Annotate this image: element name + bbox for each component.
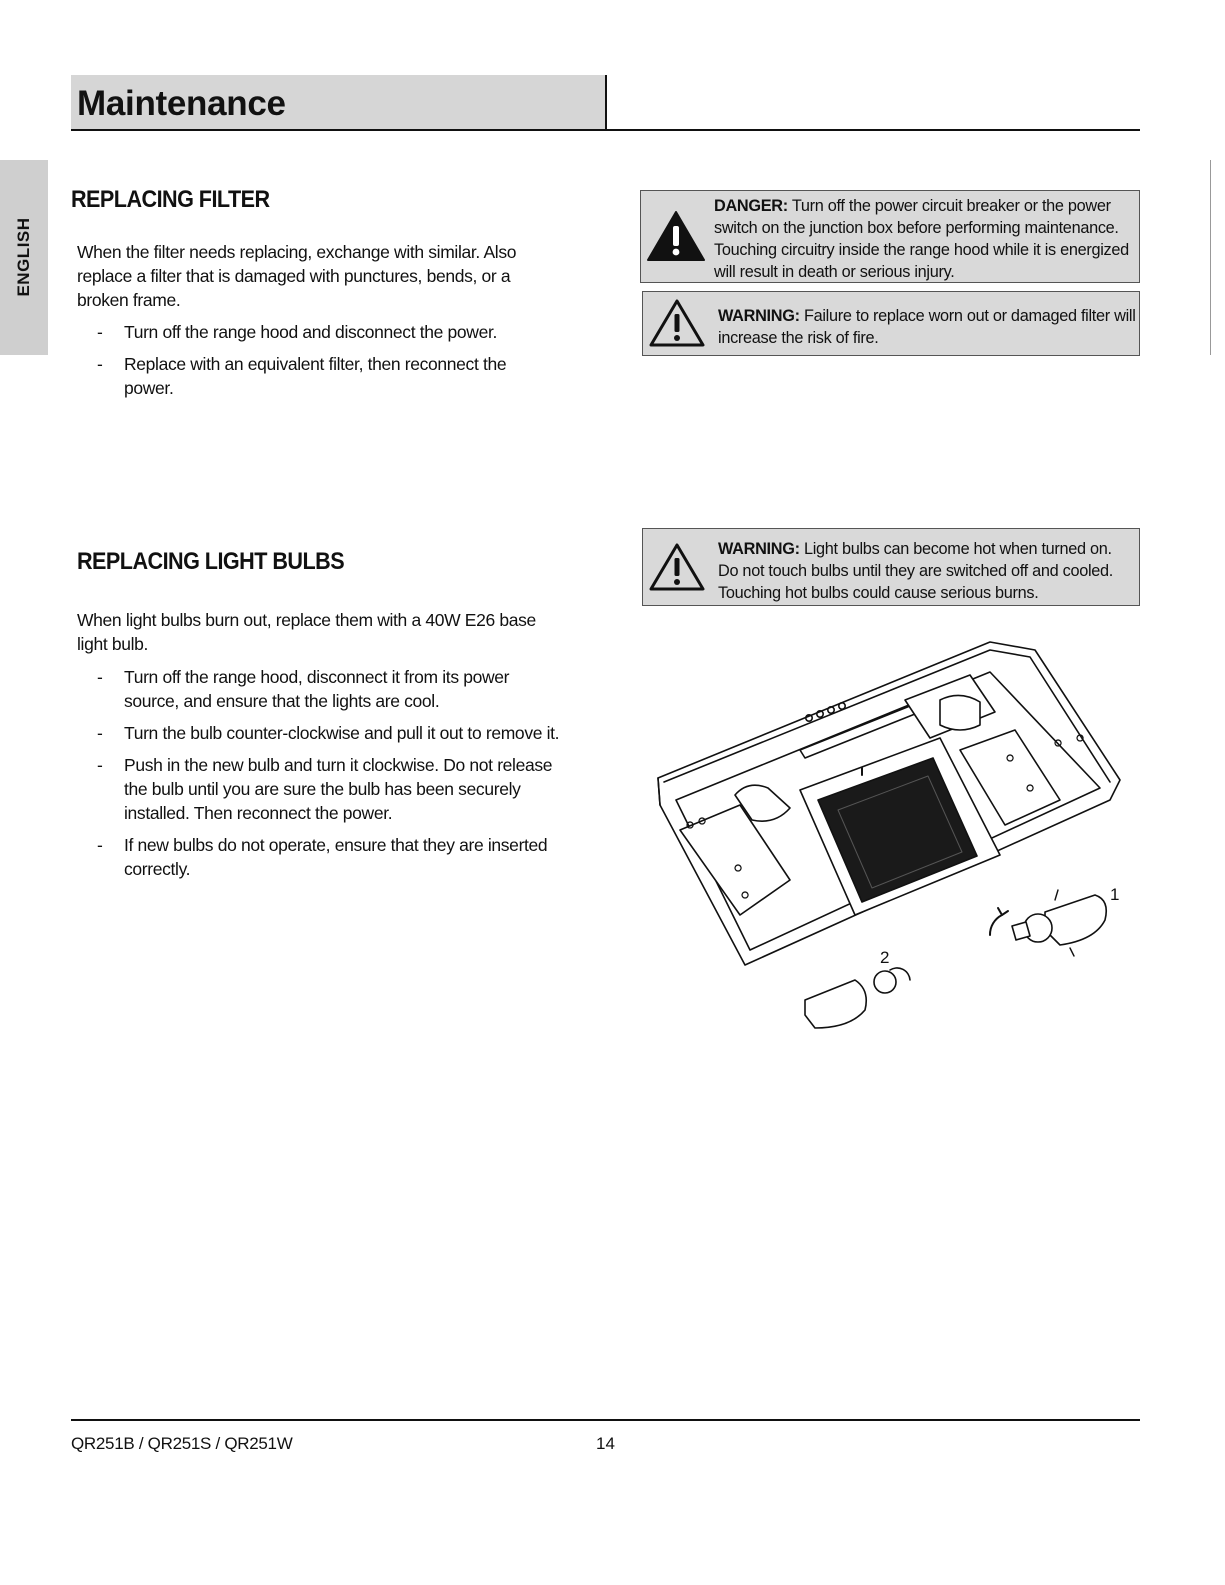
page-number: 14 [596, 1434, 615, 1453]
warning-triangle-outline-icon [649, 298, 705, 348]
warning-triangle-filled-icon [646, 210, 706, 262]
diagram-callout-2: 2 [880, 948, 890, 967]
filter-heading: REPLACING FILTER [71, 186, 270, 213]
list-item [77, 833, 567, 881]
bullet-dash: - [97, 322, 103, 342]
step-text: Turn the bulb counter-clockwise and pull it out to remove it. [124, 723, 560, 743]
bullet-dash: - [97, 667, 103, 687]
danger-text [714, 195, 1136, 283]
list-item [77, 721, 567, 745]
bulb-intro [77, 608, 567, 656]
filter-intro-line: replace a filter that is damaged with punctures, bends, or a [77, 266, 511, 286]
bullet-dash: - [97, 835, 103, 855]
footer-model-numbers: QR251B / QR251S / QR251W [71, 1434, 293, 1453]
bulb-steps [77, 665, 567, 889]
bulb-heading: REPLACING LIGHT BULBS [77, 548, 345, 575]
filter-intro-line: When the filter needs replacing, exchange with similar. Also [77, 242, 517, 262]
language-tab-label: ENGLISH [14, 217, 33, 297]
filter-steps [77, 320, 537, 408]
bulb-warning-text [718, 538, 1136, 604]
filter-warning-text [718, 305, 1138, 349]
warning-label: WARNING: [718, 540, 800, 558]
danger-label: DANGER: [714, 197, 788, 215]
list-item [77, 352, 537, 400]
footer-rule [71, 1419, 1140, 1421]
bulb-intro-line: When light bulbs burn out, replace them with a 40W E26 base [77, 610, 536, 630]
step-text: Turn off the range hood, disconnect it from its power source, and ensure that the lights are cool. [124, 667, 510, 711]
step-text: Push in the new bulb and turn it clockwise. Do not release the bulb until you are sure the bulb has been securely installed. Then reconnect the power. [124, 755, 553, 823]
page-title: Maintenance [77, 84, 286, 123]
step-text: Replace with an equivalent filter, then reconnect the power. [124, 354, 507, 398]
header-rule [71, 129, 1140, 131]
step-text: Turn off the range hood and disconnect the power. [124, 322, 497, 342]
warning-label: WARNING: [718, 307, 800, 325]
list-item [77, 753, 567, 825]
list-item [77, 665, 567, 713]
header-divider [605, 75, 607, 131]
range-hood-diagram [640, 630, 1140, 1040]
danger-message: Turn off the power circuit breaker or the power switch on the junction box before performing maintenance. Touching circuitry inside the range hood while it is energized will result in death or serious injury. [714, 197, 1129, 281]
filter-intro-line: broken frame. [77, 290, 181, 310]
diagram-callout-1: 1 [1110, 885, 1120, 904]
page-edge-mark [1210, 160, 1211, 355]
filter-intro [77, 240, 557, 312]
bullet-dash: - [97, 354, 103, 374]
bulb-warning-callout [642, 528, 1140, 606]
filter-warning-callout [642, 291, 1140, 356]
bulb-intro-line: light bulb. [77, 634, 149, 654]
warning-triangle-outline-icon [649, 542, 705, 592]
bullet-dash: - [97, 723, 103, 743]
list-item [77, 320, 537, 344]
warning-message: Failure to replace worn out or damaged filter will increase the risk of fire. [718, 307, 1136, 347]
step-text: If new bulbs do not operate, ensure that they are inserted correctly. [124, 835, 548, 879]
danger-callout [640, 190, 1140, 283]
warning-message: Light bulbs can become hot when turned on. Do not touch bulbs until they are switched off and cooled. Touching hot bulbs could cause serious burns. [718, 540, 1114, 602]
bullet-dash: - [97, 755, 103, 775]
